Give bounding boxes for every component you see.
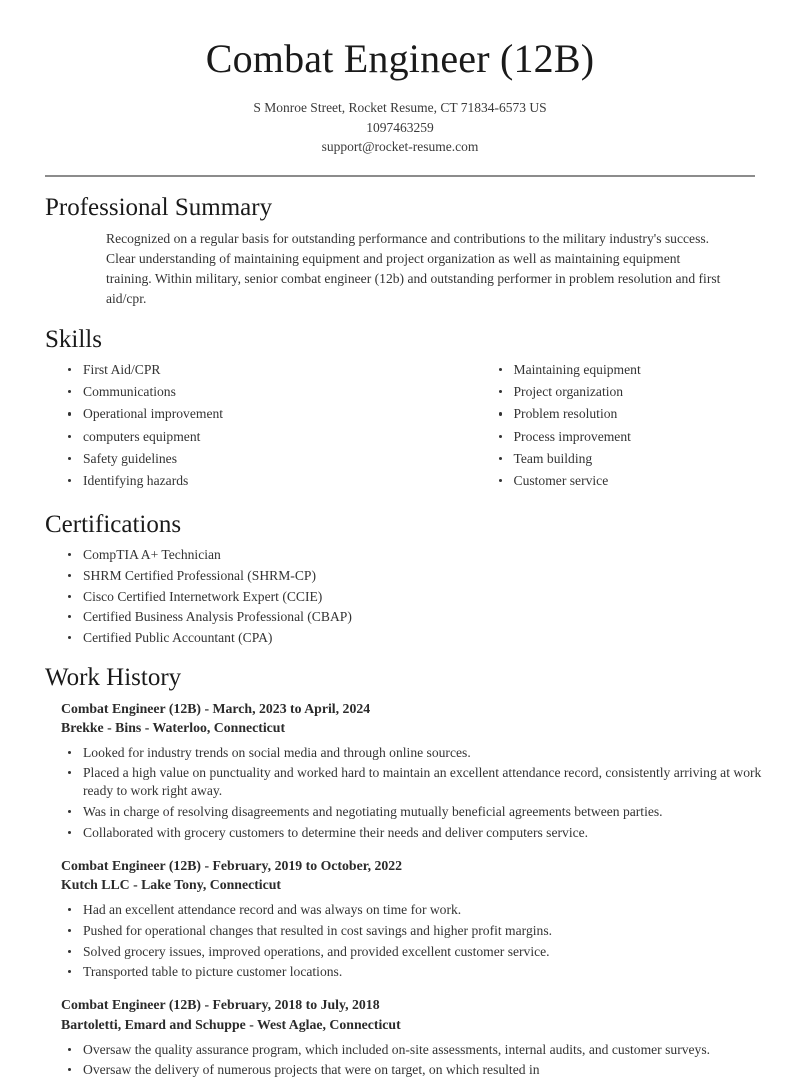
job-entry [61,856,782,981]
list-item: Had an excellent attendance record and was always on time for work. [61,901,782,919]
job-company: Brekke - Bins - Waterloo, Connecticut [61,719,286,735]
list-item: Operational improvement [61,405,426,423]
list-item: Safety guidelines [61,450,426,468]
skills-list-left [61,361,426,490]
resume-header [0,0,800,157]
job-title: Combat Engineer (12B) - February, 2018 to July, 2018 [61,997,380,1013]
job-title: Combat Engineer (12B) - February, 2019 to October, 2022 [61,858,403,874]
list-item: Oversaw the quality assurance program, which included on-site assessments, internal audits, and customer surveys. [61,1041,782,1059]
list-item: SHRM Certified Professional (SHRM-CP) [61,567,800,585]
list-item: Process improvement [492,428,791,446]
job-entry [61,699,782,843]
list-item: Maintaining equipment [492,361,791,379]
section-title-certifications: Certifications [45,511,182,539]
list-item: Customer service [492,472,791,490]
summary-text: Recognized on a regular basis for outstanding performance and contributions to the military industry's success. Clear understanding of maintaining equipment and project organization as well as maintaining equipment training. Within military, senior combat engineer (12b) and outstanding performer in problem resolution and first aid/cpr. [106,230,721,307]
job-bullets [61,744,782,843]
job-entry [61,995,782,1079]
header-divider [45,175,755,177]
section-title-summary: Professional Summary [45,193,273,221]
job-bullets [61,1041,782,1079]
job-title: Combat Engineer (12B) - March, 2023 to April, 2024 [61,700,371,716]
list-item: First Aid/CPR [61,361,426,379]
list-item: Identifying hazards [61,472,426,490]
list-item: computers equipment [61,428,426,446]
section-title-work-history: Work History [45,663,182,691]
list-item: Oversaw the delivery of numerous projects that were on target, on which resulted in [61,1061,782,1079]
list-item: Cisco Certified Internetwork Expert (CCIE) [61,588,800,606]
summary-body [45,229,755,309]
list-item: Transported table to picture customer locations. [61,963,782,981]
list-item: Looked for industry trends on social media and through online sources. [61,744,782,762]
list-item: Placed a high value on punctuality and worked hard to maintain an excellent attendance record, consistently arriving at work ready to work right away. [61,764,782,800]
page-title: Combat Engineer (12B) [205,36,595,81]
list-item: Team building [492,450,791,468]
list-item: CompTIA A+ Technician [61,546,800,564]
job-company: Kutch LLC - Lake Tony, Connecticut [61,877,282,893]
section-work-history [0,663,800,693]
skills-list-right [492,361,791,490]
skills-column-right [426,361,791,494]
section-professional-summary [0,193,800,309]
certifications-list [61,546,800,646]
list-item: Solved grocery issues, improved operations, and provided excellent customer service. [61,943,782,961]
skills-column-left [61,361,426,494]
section-skills [0,325,800,355]
section-title-skills: Skills [45,326,102,354]
list-item: Collaborated with grocery customers to determine their needs and deliver computers service. [61,824,782,842]
certifications-body [0,546,800,646]
contact-address: S Monroe Street, Rocket Resume, CT 71834-6573 US [253,100,547,115]
list-item: Certified Business Analysis Professional (CBAP) [61,608,800,626]
job-company: Bartoletti, Emard and Schuppe - West Aglae, Connecticut [61,1016,401,1032]
list-item: Communications [61,383,426,401]
list-item: Project organization [492,383,791,401]
list-item: Problem resolution [492,405,791,423]
skills-columns [0,361,800,494]
job-bullets [61,901,782,981]
work-history-body [0,699,800,1079]
section-certifications [0,510,800,540]
contact-email: support@rocket-resume.com [321,139,479,155]
list-item: Was in charge of resolving disagreements and negotiating mutually beneficial agreements between parties. [61,803,782,821]
list-item: Pushed for operational changes that resulted in cost savings and higher profit margins. [61,922,782,940]
list-item: Certified Public Accountant (CPA) [61,629,800,647]
contact-phone: 1097463259 [366,119,434,135]
